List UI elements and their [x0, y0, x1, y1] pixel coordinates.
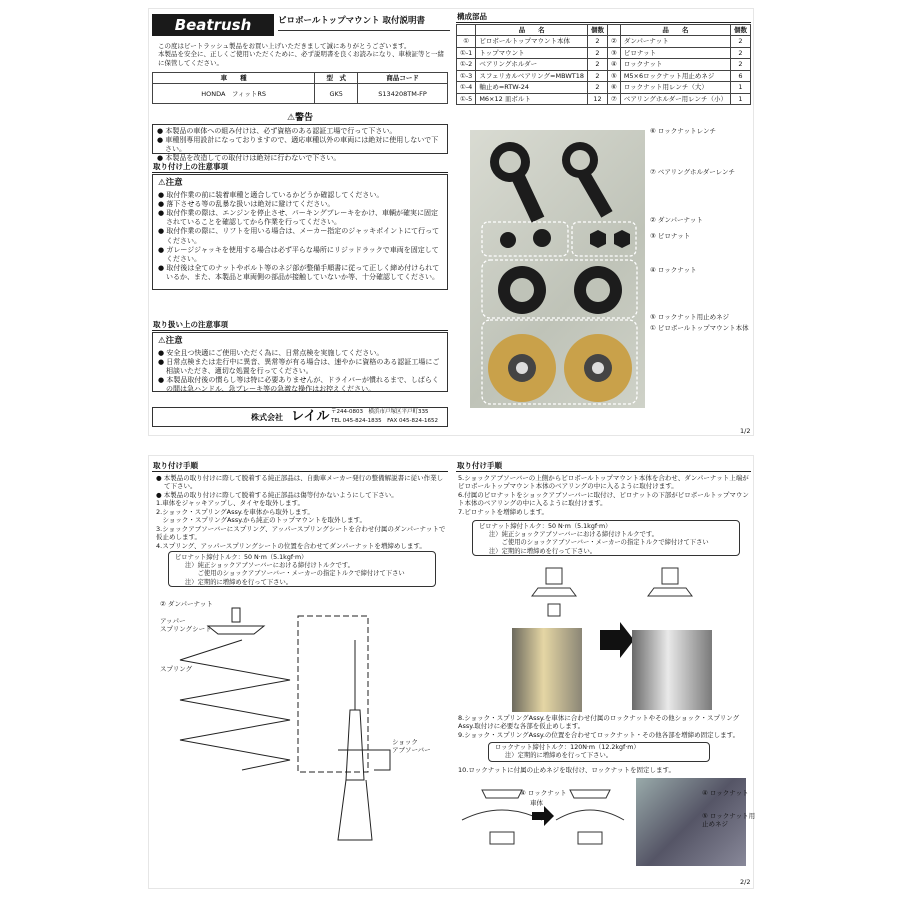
- parts-row: [457, 36, 751, 47]
- torque-note: 注）純正ショックアブソーバーにおける締付けトルクです。: [489, 531, 658, 539]
- torque-note: 注）純正ショックアブソーバーにおける締付けトルクです。: [185, 562, 354, 570]
- company-address: 〒244-0803 横浜市戸塚区平戸町335: [331, 409, 429, 415]
- part-name: M5×6ロックナット用止めネジ: [620, 70, 730, 81]
- col-qty: 個数: [587, 25, 607, 36]
- caution-title: ⚠注意: [158, 178, 183, 188]
- parts-photo-art: [470, 130, 645, 408]
- part-no: ⑥: [607, 82, 620, 93]
- step: 8.ショック・スプリングAssy.を車体に合わせ付属のロックナットやその他ショック・スプリングAssy.取付けに必要な各部を仮止めします。: [458, 714, 740, 731]
- step: 1.車体をジャッキアップし、タイヤを取外します。: [156, 499, 304, 508]
- step: 9.ショック・スプリングAssy.の位置を合わせてロックナット・その他各部を増締め固定します。: [458, 730, 740, 739]
- note-item: ● 取付後は全てのナットやボルト等のネジ部が整備手順書に従って正しく締め付けられているか、また、本製品と車両側の部品が接触していないか等、十分確認してください。: [158, 263, 440, 281]
- warning-item: ● 本製品を改造しての取付けは絶対に行わないで下さい。: [157, 154, 341, 163]
- warning-title: ⚠警告: [286, 113, 314, 123]
- torque-box-right-2: [488, 742, 710, 762]
- steps-right-text: [458, 474, 750, 516]
- handling-notes-heading: 取り扱い上の注意事項: [152, 320, 448, 331]
- brand-logo: Beatrush: [152, 14, 274, 36]
- part-name: スフェリカルベアリング=MBWT18: [476, 70, 588, 81]
- torque-box-right: [472, 520, 740, 556]
- part-name: ピロボールトップマウント本体: [476, 36, 588, 47]
- part-qty: 2: [731, 59, 751, 70]
- parts-photo: [470, 130, 645, 408]
- part-no: ②: [607, 36, 620, 47]
- part-qty: 2: [587, 70, 607, 81]
- parts-row: [457, 47, 751, 58]
- torque-note: 注）定期的に増締めを行って下さい。: [505, 752, 613, 760]
- parts-row: [457, 93, 751, 104]
- note-item: ● 落下させる等の乱暴な扱いは絶対に避けてください。: [158, 200, 335, 209]
- step: 6.付属のピロナットをショックアブソーバーに取付け、ピロナットの下部がピロボールトップマウント本体のベアリングの中に入るように取付けます。: [458, 490, 749, 508]
- part-no: ③: [607, 47, 620, 58]
- torque-note: ご使用のショックアブソーバー・メーカーの指定トルクで締付けて下さい: [185, 570, 405, 578]
- photo-label-7: ⑦ ベアリングホルダーレンチ: [650, 168, 735, 176]
- parts-row: [457, 70, 751, 81]
- part-name: ピロナット: [620, 47, 730, 58]
- photo-label-5: ⑤ ロックナット用止めネジ: [650, 313, 730, 321]
- torque-spec: ピロナット締付トルク：50 N·m（5.1kgf·m）: [479, 523, 612, 530]
- torque-box-left: [168, 551, 436, 587]
- part-no: ①: [457, 36, 476, 47]
- note-item: ● 取付作業の際に、リフトを用いる場合は、メーカー指定のジャッキポイントにて行ってください。: [158, 227, 440, 245]
- part-name: ベアリングホルダー: [476, 59, 588, 70]
- photo-label-6: ⑥ ロックナットレンチ: [650, 127, 716, 135]
- part-name: ロックナット: [620, 59, 730, 70]
- part-qty: 2: [731, 36, 751, 47]
- label-upper-seat: アッパー スプリングシート: [160, 617, 212, 634]
- part-name: 軸止め=RTW-24: [476, 82, 588, 93]
- parts-row: [457, 82, 751, 93]
- col-model: 型 式: [315, 73, 358, 84]
- doc-title: ピロボールトップマウント 取付説明書: [278, 16, 450, 31]
- part-qty: 1: [731, 82, 751, 93]
- step: 2.ショック・スプリングAssy.を車体から取外します。 ショック・スプリングAssy.から純正のトップマウントを取外します。: [156, 507, 366, 525]
- steps-left-text: [156, 474, 446, 550]
- torque-spec: ピロナット締付トルク：50 N·m（5.1kgf·m）: [175, 554, 308, 561]
- step-note: ● 本製品の取り付けに際して脱着する純正部品は、自動車メーカー発行の整備解説書に従い作業して下さい。: [156, 474, 444, 491]
- cell-model: GK5: [315, 84, 358, 104]
- part-qty: 2: [587, 36, 607, 47]
- part-no: ①-4: [457, 82, 476, 93]
- part-qty: 2: [731, 47, 751, 58]
- part-qty: 6: [731, 70, 751, 81]
- label-shock: ショック アブソーバー: [392, 738, 431, 755]
- note-item: ● 取付作業の前に装着車種と適合しているかどうか確認してください。: [158, 191, 384, 200]
- warning-item: ● 車種別専用設計になっておりますので、適応車種以外の車両には絶対に使用しないで下さい。: [157, 136, 439, 154]
- torque-note: ご使用のショックアブソーバー・メーカーの指定トルクで締付けて下さい: [489, 539, 709, 547]
- col-code: 商品コード: [358, 73, 448, 84]
- step: 7.ピロナットを増締めします。: [458, 507, 549, 516]
- part-qty: 2: [587, 82, 607, 93]
- photo-label-3: ③ ピロナット: [650, 232, 691, 240]
- part-name: トップマウント: [476, 47, 588, 58]
- part-qty: 1: [731, 93, 751, 104]
- parts-row: [457, 59, 751, 70]
- part-name: ロックナット用レンチ（大）: [620, 82, 730, 93]
- col-qty-2: 個数: [731, 25, 751, 36]
- part-qty: 2: [587, 59, 607, 70]
- step: 4.スプリング、アッパースプリングシートの位置を合わせてダンパーナットを増締めします。: [156, 541, 426, 550]
- page-number-2: 2/2: [740, 878, 751, 886]
- part-name: M6×12 皿ボルト: [476, 93, 588, 104]
- note-item: ● 本製品取付後の慣らし等は特に必要ありませんが、ドライバーが慣れるまで、しばらくの間は急ハンドル、急ブレーキ等の急激な操作はお控えください。: [158, 376, 439, 394]
- cell-vehicle: HONDA フィットRS: [153, 84, 315, 104]
- label-locknut: ④ ロックナット: [520, 789, 567, 797]
- step-note: ● 本製品の取り付けに際して脱着する純正部品は傷等付かないようにして下さい。: [156, 490, 398, 499]
- label-body: 車体: [530, 799, 543, 807]
- step: 5.ショックアブソーバーの上側からピロボールトップマウント本体を合わせ、ダンパーナット上端がピロボールトップマウント本体のベアリングの中に入るように取付けます。: [458, 474, 749, 491]
- torque-spec: ロックナット締付トルク：120N·m（12.2kgf·m）: [495, 744, 640, 751]
- note-item: ● 安全且つ快適にご使用いただく為に、日常点検を実施してください。: [158, 349, 384, 358]
- vehicle-table: [152, 72, 448, 104]
- part-no: ⑤: [607, 70, 620, 81]
- cell-code: S134208TM-FP: [358, 84, 448, 104]
- part-no: ④: [607, 59, 620, 70]
- part-no: ①-3: [457, 70, 476, 81]
- intro-text: この度はビートラッシュ製品をお買い上げいただきまして誠にありがとうございます。 本製品を安全に、正しくご使用いただくために、必ず説明書を良くお読みになり、車検証等と一緒に保管してください。: [158, 42, 444, 67]
- step-10: 10.ロックナットに付属の止めネジを取付け、ロックナットを固定します。: [458, 766, 676, 774]
- install-notes-box: [152, 174, 448, 290]
- shock-photo-after: [632, 630, 712, 710]
- step: 3.ショックアブソーバーにスプリング、アッパースプリングシートを合わせ付属のダンパーナットで仮止めします。: [156, 524, 446, 542]
- caution-icon: ⚠: [158, 178, 166, 188]
- caution-title: ⚠注意: [158, 336, 183, 346]
- steps-heading-left: 取り付け手順: [152, 461, 448, 472]
- part-name: ベアリングホルダー用レンチ（小）: [620, 93, 730, 104]
- col-part-name-2: 品 名: [620, 25, 730, 36]
- part-qty: 12: [587, 93, 607, 104]
- torque-note: 注）定期的に増締めを行って下さい。: [185, 578, 293, 586]
- label-damper-nut: ② ダンパーナット: [160, 600, 213, 608]
- part-no: ⑦: [607, 93, 620, 104]
- company-prefix: 株式会社: [251, 413, 283, 422]
- photo-label-1: ① ピロボールトップマウント本体: [650, 324, 749, 332]
- company-tel: TEL 045-824-1835 FAX 045-824-1652: [331, 418, 439, 424]
- parts-table: [456, 24, 751, 105]
- warning-box: [152, 124, 448, 163]
- page-number-1: 1/2: [740, 427, 751, 435]
- label-spring: スプリング: [160, 665, 193, 673]
- part-qty: 2: [587, 47, 607, 58]
- note-item: ● 取付作業の際は、エンジンを停止させ、パーキングブレーキをかけ、車輌が確実に固定されていることを確認してから作業を行ってください。: [158, 209, 439, 227]
- photo-label-2: ② ダンパーナット: [650, 216, 703, 224]
- steps-heading-right: 取り付け手順: [456, 461, 751, 472]
- parts-heading: 構成部品: [456, 12, 751, 23]
- label-screw: ⑤ ロックナット用 止めネジ: [702, 812, 756, 829]
- shock-photo-before: [512, 628, 582, 712]
- torque-note: 注）定期的に増締めを行って下さい。: [489, 547, 597, 555]
- shock-diagram: [160, 600, 420, 870]
- photo-label-4: ④ ロックナット: [650, 266, 697, 274]
- note-item: ● 日常点検または走行中に異音、異常等が有る場合は、速やかに資格のある認証工場にご相談いただき、適切な処置を行ってください。: [158, 358, 440, 376]
- part-no: ①-5: [457, 93, 476, 104]
- steps-right-text-2: [458, 714, 750, 739]
- company-name: レイル: [291, 409, 330, 424]
- col-part-name: 品 名: [476, 25, 588, 36]
- part-name: ダンパーナット: [620, 36, 730, 47]
- warning-item: ● 本製品の車体への組み付けは、必ず資格のある認証工場で行って下さい。: [157, 127, 397, 135]
- note-item: ● ガレージジャッキを使用する場合は必ず平らな場所にリジッドラックで車両を固定してください。: [158, 245, 439, 263]
- warning-icon: ⚠: [286, 113, 296, 123]
- label-locknut-2: ④ ロックナット: [702, 789, 749, 797]
- col-vehicle: 車 種: [153, 73, 315, 84]
- handling-notes-box: [152, 332, 448, 392]
- caution-icon: ⚠: [158, 336, 166, 346]
- install-notes-heading: 取り付け上の注意事項: [152, 162, 448, 173]
- company-box: [152, 407, 448, 427]
- part-no: ①-1: [457, 47, 476, 58]
- part-no: ①-2: [457, 59, 476, 70]
